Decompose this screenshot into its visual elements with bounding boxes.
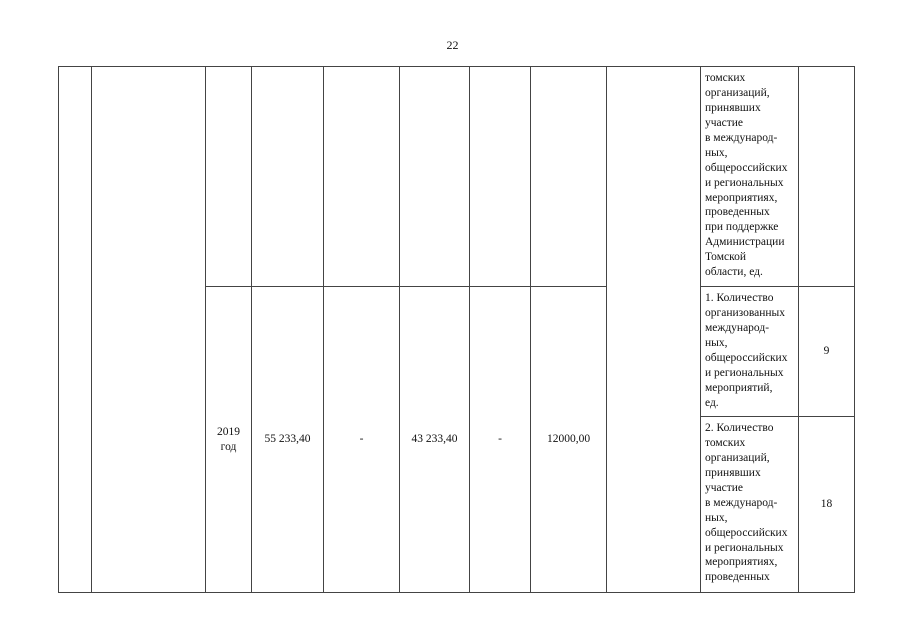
- cell-other: 12000,00: [531, 287, 607, 593]
- page-number: 22: [446, 38, 459, 52]
- table-row: [59, 67, 855, 287]
- indicator-2-value: 18: [799, 417, 855, 593]
- indicator-1-value: 9: [799, 287, 855, 417]
- cell-regional: 43 233,40: [400, 287, 470, 593]
- cell-regional-prev: [400, 67, 470, 287]
- cell-indicator-2: [701, 417, 799, 593]
- cell-federal: -: [324, 287, 400, 593]
- cell-indicator-continuation: [701, 67, 799, 287]
- cell-task-name: [92, 67, 206, 593]
- cell-total-prev: [252, 67, 324, 287]
- cell-indicator-continuation-value: [799, 67, 855, 287]
- cell-total: 55 233,40: [252, 287, 324, 593]
- cell-year: [206, 287, 252, 593]
- cell-indicator-1: [701, 287, 799, 417]
- indicator-2-text: 2. Количество томских организаций, принявших участие в международ- ных, общероссийских и региональных мероприятиях, проведенных: [705, 422, 788, 584]
- cell-other-prev: [531, 67, 607, 287]
- cell-local: -: [470, 287, 531, 593]
- cell-federal-prev: [324, 67, 400, 287]
- year-label: 2019 год: [217, 425, 240, 453]
- cell-executor: [607, 67, 701, 593]
- cell-number: [59, 67, 92, 593]
- program-table: [58, 66, 855, 593]
- cell-year-prev: [206, 67, 252, 287]
- indicator-1-text: 1. Количество организованных международ- ных, общероссийских и региональных мероприятий, ед.: [705, 292, 788, 409]
- cell-local-prev: [470, 67, 531, 287]
- indicator-continuation-text: томских организаций, принявших участие в международ- ных, общероссийских и региональных мероприятиях, проведенных при поддержке Администрации Томской области, ед.: [705, 72, 788, 279]
